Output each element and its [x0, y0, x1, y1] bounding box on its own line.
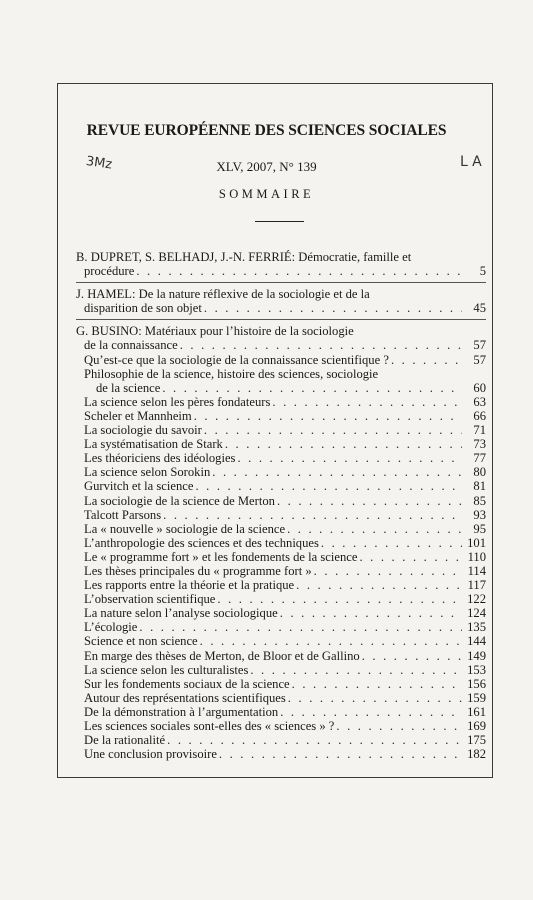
toc-subentry — [76, 465, 486, 479]
toc-subentry — [76, 620, 486, 634]
toc-page-number: 95 — [473, 521, 486, 536]
toc-page-number: 66 — [473, 408, 486, 423]
toc-page-number: 110 — [467, 549, 486, 564]
toc-page-number: 73 — [473, 437, 486, 452]
toc-subentry-title: Autour des représentations scientifiques — [84, 690, 286, 705]
toc-subentry — [76, 508, 486, 522]
toc-subentry — [76, 747, 486, 761]
leader-dots — [292, 677, 462, 691]
toc-page-number: 144 — [467, 634, 486, 649]
toc-subentry-title: De la rationalité — [84, 733, 166, 748]
toc-page-number: 161 — [467, 704, 486, 719]
heading-rule — [255, 221, 304, 222]
leader-dots — [212, 465, 462, 479]
toc-subentry — [76, 691, 486, 705]
toc-subentry-title: Scheler et Mannheim — [84, 408, 192, 423]
toc-entry-hamel — [76, 287, 486, 320]
leader-dots — [280, 606, 462, 620]
toc-subentry — [76, 367, 486, 381]
toc-page-number: 135 — [467, 620, 486, 635]
section-heading: SOMMAIRE — [218, 187, 315, 201]
toc-page-number: 80 — [473, 465, 486, 480]
toc-subentry-title: La science selon les culturalistes — [84, 662, 249, 677]
toc-page-number: 45 — [473, 301, 486, 316]
toc-subentry-title: La « nouvelle » sociologie de la science — [84, 521, 286, 536]
toc-subentry — [76, 733, 486, 747]
toc-subentry-title: Qu’est-ce que la sociologie de la connaissance scientifique ? — [84, 352, 389, 367]
toc-subentry — [76, 409, 486, 423]
toc-subentry — [76, 634, 486, 648]
toc-subentry — [76, 536, 486, 550]
toc-subentry-title: La sociologie de la science de Merton — [84, 493, 275, 508]
toc-subentry — [76, 522, 486, 536]
toc-subentry-title: Le « programme fort » et les fondements de la science — [84, 549, 358, 564]
toc-subentry-title: L’observation scientifique — [84, 592, 216, 607]
toc-subentry — [76, 578, 486, 592]
toc-subentry-title: La science selon les pères fondateurs — [84, 394, 271, 409]
leader-dots — [362, 649, 462, 663]
toc-page-number: 156 — [467, 676, 486, 691]
toc-subentry-title: Les rapports entre la théorie et la pratique — [84, 578, 295, 593]
toc-page-number: 85 — [473, 493, 486, 508]
leader-dots — [288, 691, 462, 705]
toc-subentry-title: La sociologie du savoir — [84, 423, 202, 438]
toc-entry-title-cont: de la connaissance — [84, 338, 178, 353]
leader-dots — [217, 592, 462, 606]
toc-subentry-title: Talcott Parsons — [84, 507, 162, 522]
toc-subentry — [76, 677, 486, 691]
toc-subentry-title-cont: de la science — [96, 380, 161, 395]
leader-dots — [204, 423, 462, 437]
leader-dots — [225, 437, 462, 451]
toc-page-number: 81 — [473, 479, 486, 494]
toc-subentry — [76, 423, 486, 437]
toc-subentry — [76, 437, 486, 451]
leader-dots — [250, 663, 462, 677]
toc-subentry — [76, 395, 486, 409]
toc-page-number: 60 — [473, 380, 486, 395]
toc-subentry — [76, 451, 486, 465]
toc-subentry-title: L’anthropologie des sciences et des techniques — [84, 535, 319, 550]
toc-subentry-title: De la démonstration à l’argumentation — [84, 704, 279, 719]
toc-page-number: 114 — [467, 563, 486, 578]
leader-dots — [194, 409, 462, 423]
leader-dots — [219, 747, 462, 761]
toc-entry-title-cont: disparition de son objet — [84, 301, 202, 316]
toc-subentry — [76, 479, 486, 493]
leader-dots — [277, 494, 462, 508]
leader-dots — [195, 479, 462, 493]
toc-page-number: 57 — [473, 352, 486, 367]
toc-page-number: 159 — [467, 690, 486, 705]
toc-subentry-title: Science et non science — [84, 634, 198, 649]
toc-subentry-title: La systématisation de Stark — [84, 437, 223, 452]
toc-subentry — [76, 705, 486, 719]
toc-subentry-cont — [76, 381, 486, 395]
toc-page-number: 182 — [467, 747, 486, 762]
toc-entry-title: B. DUPRET, S. BELHADJ, J.-N. FERRIÉ: Démocratie, famille et — [76, 250, 412, 264]
toc-page-number: 122 — [467, 592, 486, 607]
toc-subentry-title: En marge des thèses de Merton, de Bloor et de Gallino — [84, 648, 360, 663]
leader-dots — [287, 522, 462, 536]
toc-subentry — [76, 719, 486, 733]
toc-page-number: 124 — [467, 606, 486, 621]
journal-title: REVUE EUROPÉENNE DES SCIENCES SOCIALES — [86, 122, 447, 139]
toc-subentry-title: La science selon Sorokin — [84, 465, 211, 480]
toc-subentry — [76, 550, 486, 564]
leader-dots — [237, 451, 462, 465]
leader-dots — [163, 508, 462, 522]
leader-dots — [314, 564, 462, 578]
toc-entry-title: G. BUSINO: Matériaux pour l’histoire de la sociologie — [76, 324, 354, 339]
toc-subentry-title: Gurvitch et la science — [84, 479, 194, 494]
toc-entry-title-cont: procédure — [84, 264, 135, 279]
leader-dots — [391, 353, 462, 367]
toc-page-number: 71 — [473, 423, 486, 438]
leader-dots — [139, 620, 462, 634]
toc-entry-dupret — [76, 250, 486, 283]
toc-subentry — [76, 353, 486, 367]
toc-subentry-title: L’écologie — [84, 620, 138, 635]
leader-dots — [336, 719, 462, 733]
toc-page-number: 169 — [467, 719, 486, 733]
toc-subentry-title: Philosophie de la science, histoire des sciences, sociologie — [84, 366, 379, 381]
toc-subentry-title: Une conclusion provisoire — [84, 747, 217, 762]
toc-subentry-title: La nature selon l’analyse sociologique — [84, 606, 278, 621]
toc-subentry-title: Les théoriciens des idéologies — [84, 451, 236, 466]
toc-page-number: 175 — [467, 733, 486, 748]
leader-dots — [180, 338, 462, 352]
toc-subentry — [76, 564, 486, 578]
toc-page-number: 93 — [473, 507, 486, 522]
toc-subentry-title: Les thèses principales du « programme fort » — [84, 563, 312, 578]
toc-subentry-title: Sur les fondements sociaux de la science — [84, 676, 290, 691]
toc-page-number: 63 — [473, 394, 486, 409]
toc-subentry — [76, 592, 486, 606]
toc-page-number: 153 — [467, 662, 486, 677]
toc-subentry — [76, 606, 486, 620]
leader-dots — [272, 395, 462, 409]
toc-entry-title: J. HAMEL: De la nature réflexive de la sociologie et de la — [76, 287, 370, 302]
table-of-contents — [76, 250, 486, 769]
issue-info: XLV, 2007, N° 139 — [216, 159, 317, 174]
leader-dots — [162, 381, 462, 395]
toc-subentry — [76, 649, 486, 663]
toc-entry-busino — [76, 324, 486, 765]
toc-subentry — [76, 663, 486, 677]
leader-dots — [136, 264, 462, 278]
handwritten-annotation-right: LA — [460, 154, 486, 170]
toc-page-number: 149 — [467, 648, 486, 663]
toc-page-number: 101 — [467, 535, 486, 550]
leader-dots — [296, 578, 462, 592]
leader-dots — [167, 733, 462, 747]
leader-dots — [280, 705, 462, 719]
leader-dots — [359, 550, 462, 564]
toc-subentry — [76, 494, 486, 508]
leader-dots — [204, 301, 462, 315]
leader-dots — [321, 536, 462, 550]
toc-page-number: 117 — [467, 578, 486, 593]
handwritten-annotation-left: 3Mz — [84, 154, 114, 173]
toc-page-number: 5 — [479, 264, 486, 279]
toc-page-number: 57 — [473, 338, 486, 353]
leader-dots — [200, 634, 462, 648]
toc-subentry-title: Les sciences sociales sont-elles des « sciences » ? — [84, 719, 335, 733]
toc-page-number: 77 — [473, 451, 486, 466]
